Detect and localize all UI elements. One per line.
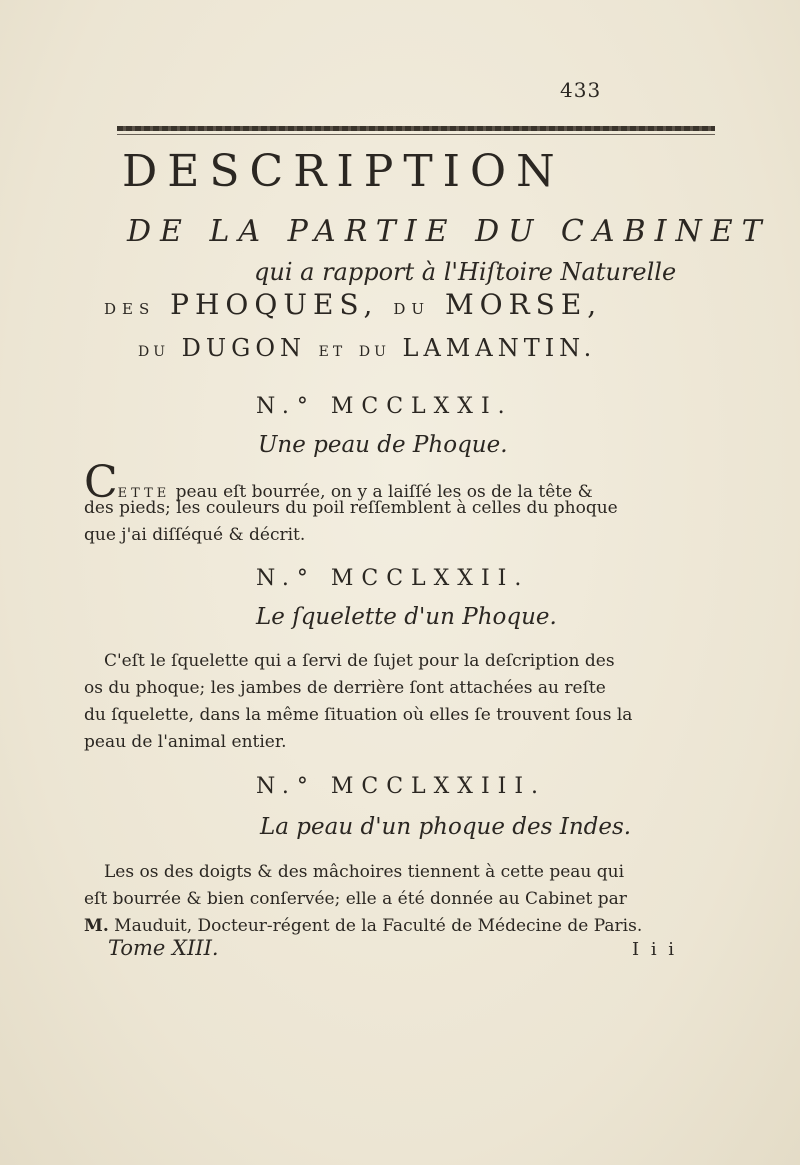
title-word-du-2: DU — [138, 344, 170, 360]
entry-text-line: Les os des doigts & des mâchoires tiennent à cette peau qui — [104, 862, 625, 882]
title-word-des: DES — [104, 300, 156, 318]
entry-text: Mauduit, Docteur-régent de la Faculté de Médecine de Paris. — [114, 916, 643, 936]
main-title: DESCRIPTION — [122, 146, 565, 197]
entry-text-line: C'eſt le ſquelette qui a ſervi de ſujet pour la deſcription des — [104, 651, 615, 671]
title-line-phoques-morse — [104, 288, 602, 321]
title-word-phoques: PHOQUES, — [170, 288, 379, 321]
signature-mark: I i i — [632, 939, 678, 960]
page-number: 433 — [560, 78, 602, 102]
title-word-lamantin: LAMANTIN. — [402, 334, 597, 362]
drop-cap: C — [84, 457, 118, 508]
tome-label: Tome XIII. — [108, 936, 219, 960]
monsieur-abbrev: M. — [84, 916, 109, 936]
entry-number: N.° MCCLXXIII. — [256, 774, 547, 799]
title-word-dugon: DUGON — [181, 334, 306, 362]
title-word-du-3: DU — [358, 344, 390, 360]
header-ornamental-rule — [117, 126, 715, 131]
entry-title: La peau d'un phoque des Indes. — [260, 814, 632, 840]
title-word-morse: MORSE, — [444, 288, 603, 321]
header-thin-rule — [117, 134, 715, 135]
entry-text-line: eſt bourrée & bien conſervée; elle a été donnée au Cabinet par — [84, 889, 627, 909]
entry-text-line: que j'ai diſſéqué & décrit. — [84, 525, 306, 545]
entry-text-line: peau de l'animal entier. — [84, 732, 287, 752]
entry-text-line: du ſquelette, dans la même ſituation où elles ſe trouvent ſous la — [84, 705, 633, 725]
subtitle: DE LA PARTIE DU CABINET — [127, 214, 771, 249]
subtitle-italic-line: qui a rapport à l'Hiſtoire Naturelle — [254, 258, 677, 286]
entry-text: peau eſt bourrée, on y a laiſſé les os de la tête & — [175, 482, 593, 502]
title-line-dugon-lamantin — [138, 334, 596, 362]
title-word-du: DU — [393, 300, 431, 318]
entry-number: N.° MCCLXXII. — [256, 566, 530, 591]
entry-text-line: os du phoque; les jambes de derrière ſont attachées au reſte — [84, 678, 606, 698]
entry-text-line: des pieds; les couleurs du poil reſſemblent à celles du phoque — [84, 498, 618, 518]
title-word-et: ET — [318, 344, 347, 360]
first-word-small-caps: ETTE — [117, 486, 171, 501]
entry-title: Une peau de Phoque. — [258, 432, 508, 458]
entry-number: N.° MCCLXXI. — [256, 394, 513, 419]
entry-title: Le ſquelette d'un Phoque. — [256, 604, 557, 630]
